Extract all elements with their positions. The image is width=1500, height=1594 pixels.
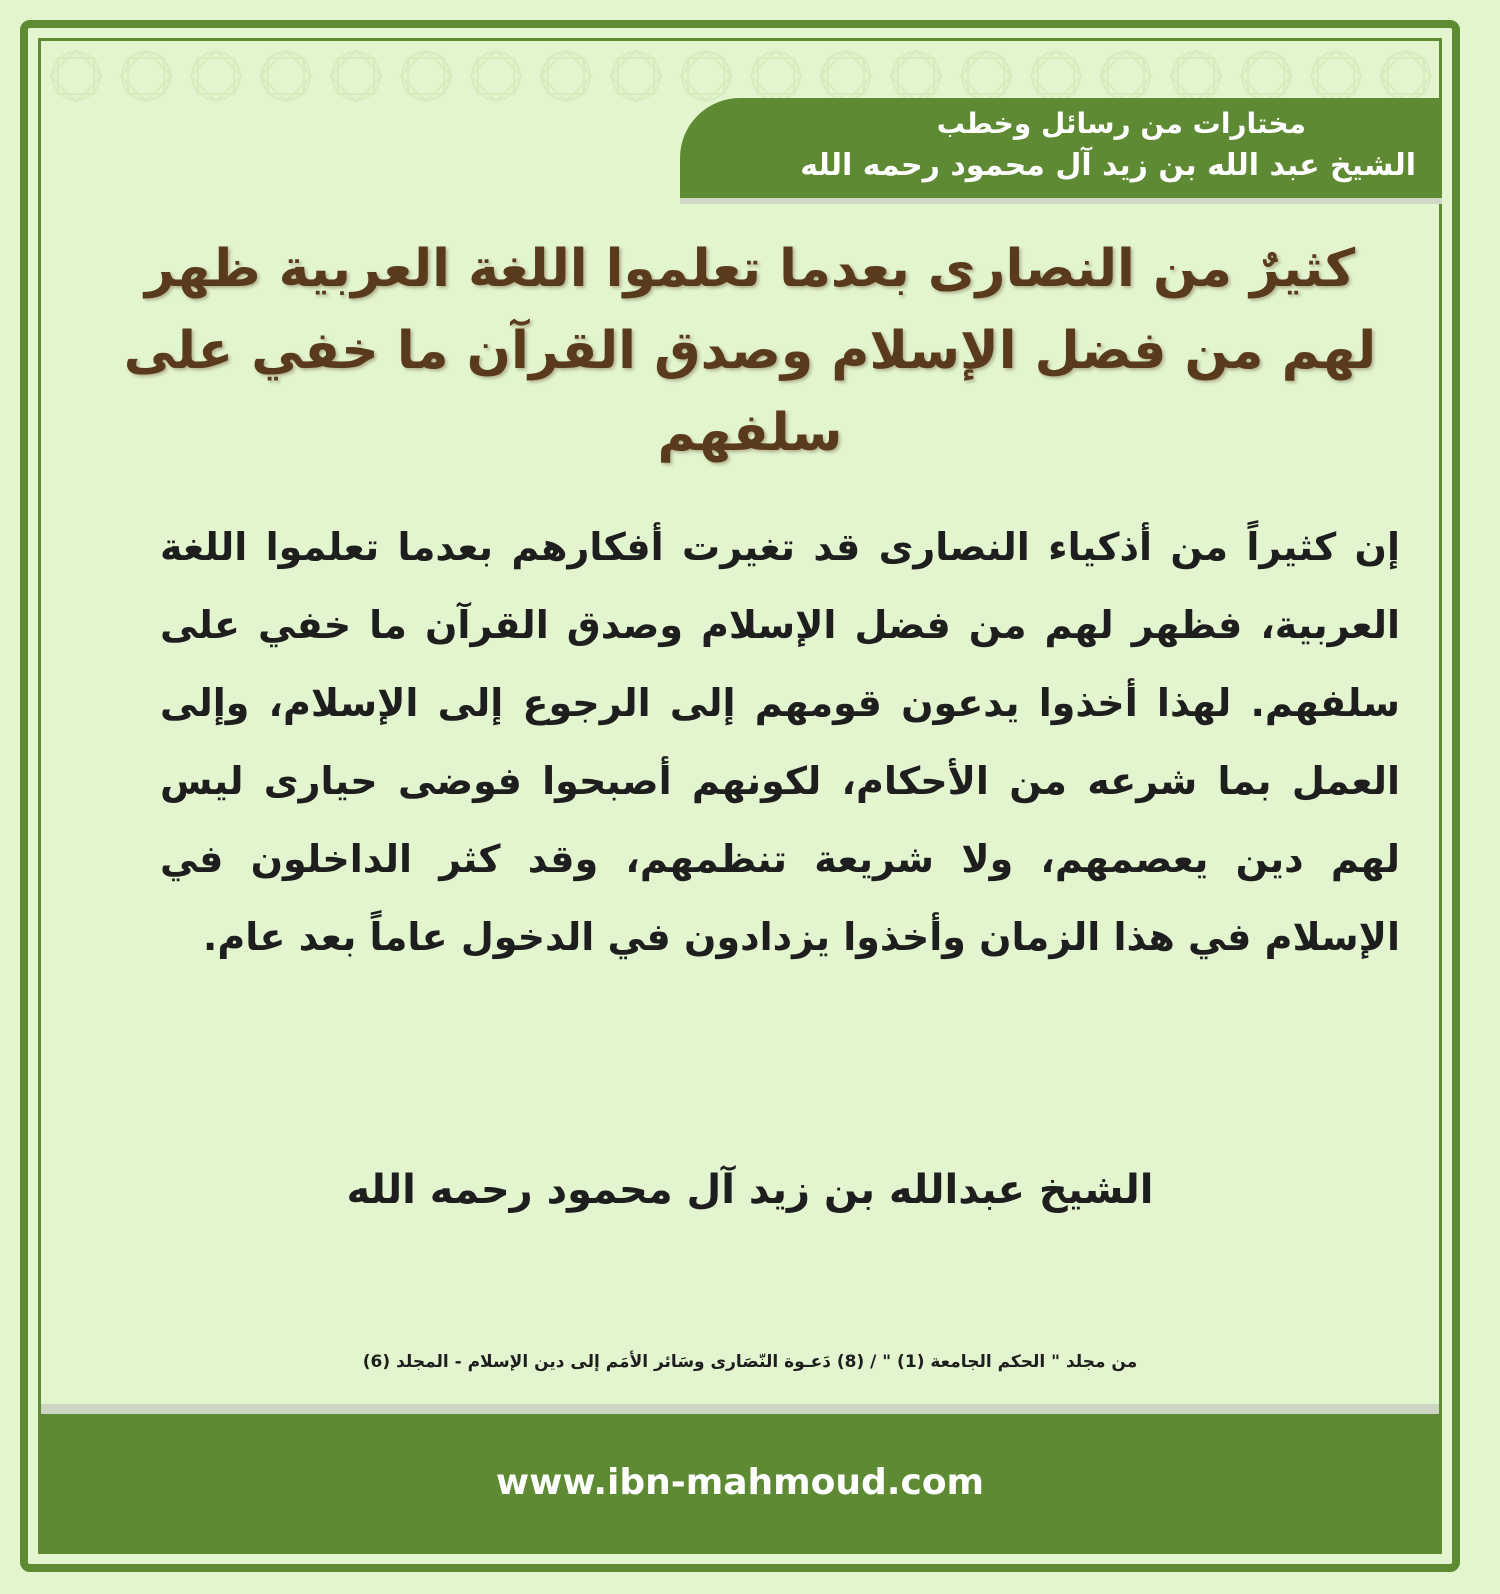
header-author-name: الشيخ عبد الله بن زيد آل محمود رحمه الله bbox=[800, 148, 1416, 183]
website-link[interactable]: www.ibn-mahmoud.com bbox=[495, 1462, 985, 1503]
footer-divider bbox=[41, 1404, 1439, 1414]
header-series-title: مختارات من رسائل وخطب bbox=[936, 107, 1306, 140]
footer-bar bbox=[41, 1414, 1439, 1551]
source-citation: من مجلد " الحكم الجامعة (1) " / (8) دَعـوة النّصَارى وسَائر الأمَم إلى دين الإسلام - المجلد (6) bbox=[362, 1352, 1138, 1372]
header-banner bbox=[680, 98, 1442, 198]
article-body: إن كثيراً من أذكياء النصارى قد تغيرت أفكارهم بعدما تعلموا اللغة العربية، فظهر لهم من فضل الإسلام وصدق القرآن ما خفي على سلفهم. لهذا أخذوا يدعون قومهم إلى الرجوع إلى الإسلام، وإلى العمل بما شرعه من الأحكام، لكونهم أصبحوا فوضى حيارى ليس لهم دين يعصمهم، ولا شريعة تنظمهم، وقد كثر الداخلون في الإسلام في هذا الزمان وأخذوا يزدادون في الدخول عاماً بعد عام. bbox=[160, 525, 1400, 959]
author-signature: الشيخ عبدالله بن زيد آل محمود رحمه الله bbox=[346, 1167, 1154, 1213]
article-title: كثيرٌ من النصارى بعدما تعلموا اللغة العربية ظهر لهم من فضل الإسلام وصدق القرآن ما خفي على سلفهم bbox=[123, 239, 1377, 463]
